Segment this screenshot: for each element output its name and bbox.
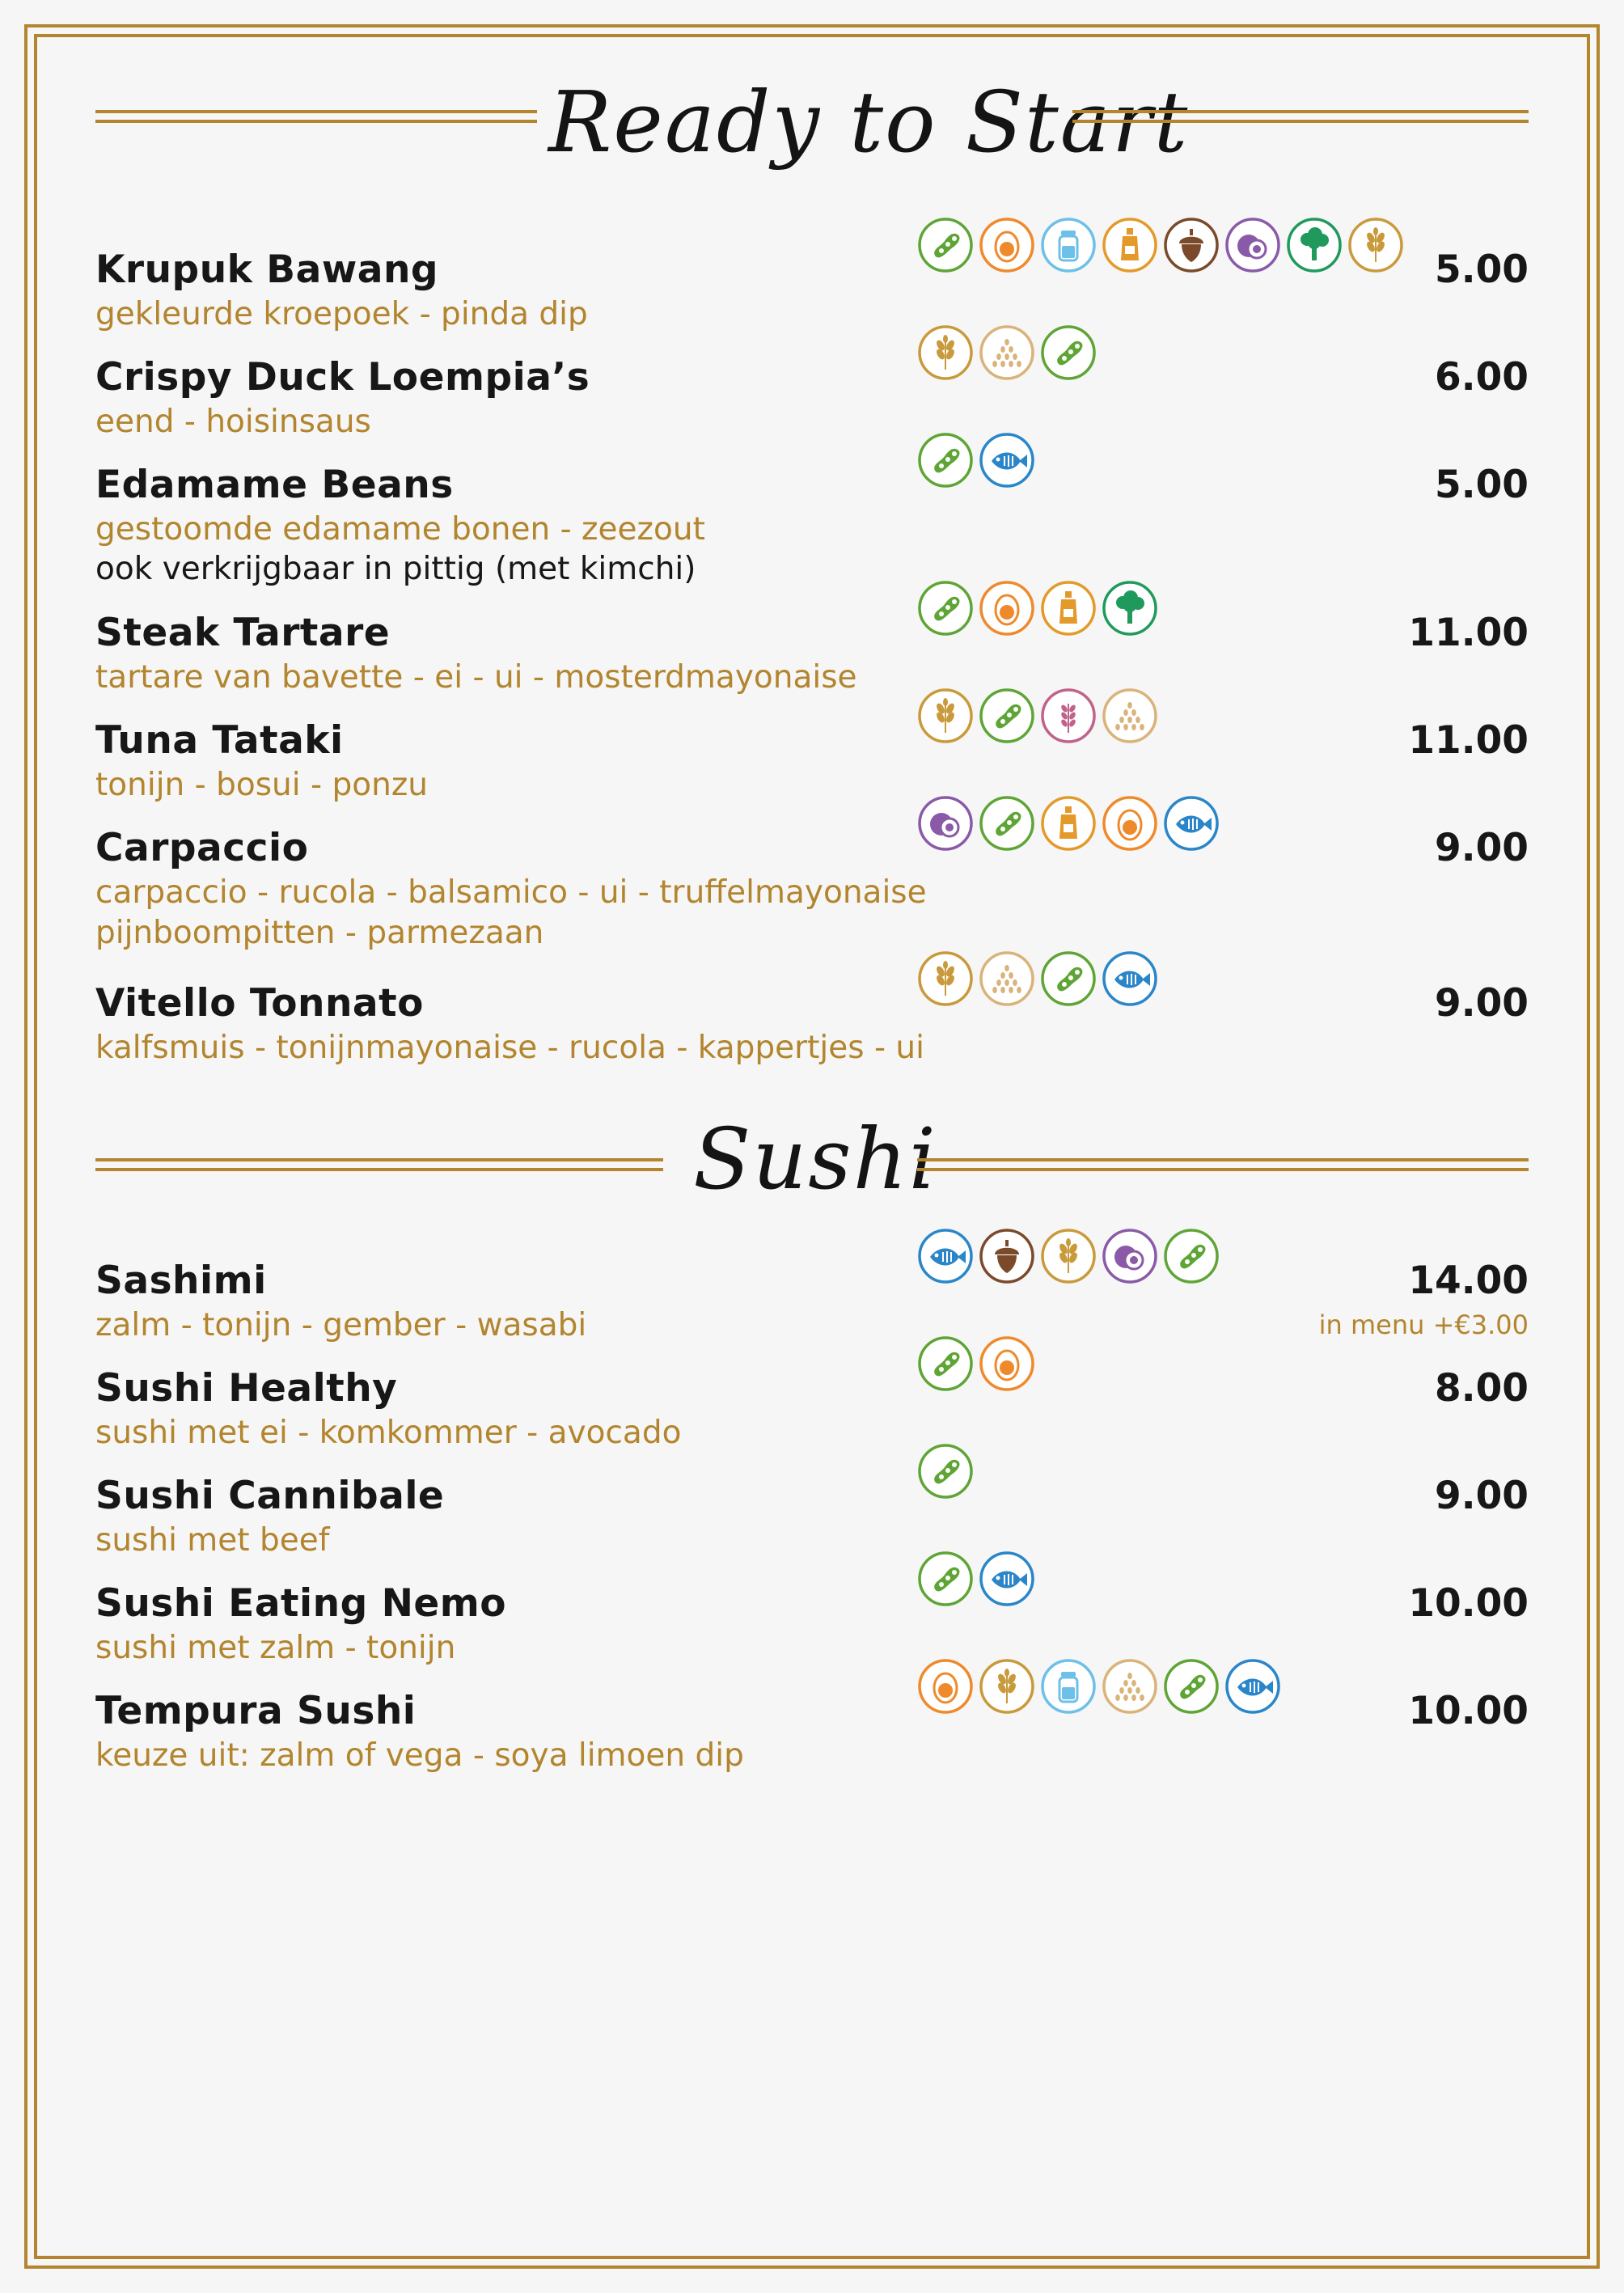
item-price: 10.00: [1408, 1581, 1529, 1626]
fish-icon: [979, 1551, 1035, 1607]
item-description: tonijn - bosui - ponzu: [95, 767, 429, 803]
allergen-icons: [917, 1335, 1035, 1395]
lupin-icon: [1040, 687, 1097, 744]
molluscs-icon: [917, 795, 974, 852]
item-name: Vitello Tonnato: [95, 981, 424, 1026]
wheat-icon: [979, 1658, 1035, 1715]
wheat-icon: [1040, 1228, 1097, 1284]
item-price: 9.00: [1435, 1474, 1529, 1518]
nuts-icon: [1163, 217, 1220, 273]
fish-icon: [917, 1228, 974, 1284]
fish-icon: [1163, 795, 1220, 852]
section-header-sushi: [95, 1110, 1529, 1223]
item-note: ook verkrijgbaar in pittig (met kimchi): [95, 551, 696, 587]
item-name: Sashimi: [95, 1259, 267, 1303]
section-title: Ready to Start: [548, 73, 1190, 171]
peanut-icon: [917, 1551, 974, 1607]
peanut-icon: [1163, 1228, 1220, 1284]
item-description: sushi met ei - komkommer - avocado: [95, 1415, 682, 1451]
allergen-icons: [917, 432, 1035, 492]
item-description: kalfsmuis - tonijnmayonaise - rucola - kappertjes - ui: [95, 1030, 924, 1066]
peanut-icon: [1040, 950, 1097, 1007]
decorative-rule: [1072, 110, 1529, 123]
item-name: Carpaccio: [95, 826, 309, 870]
molluscs-icon: [1102, 1228, 1158, 1284]
item-price: 8.00: [1435, 1366, 1529, 1411]
sesame-icon: [979, 324, 1035, 381]
item-name: Tempura Sushi: [95, 1689, 417, 1733]
item-description: sushi met beef: [95, 1522, 330, 1559]
celery-icon: [1286, 217, 1343, 273]
allergen-icons: [917, 795, 1220, 855]
item-description: sushi met zalm - tonijn: [95, 1630, 456, 1666]
peanut-icon: [917, 217, 974, 273]
item-price: 14.00: [1408, 1259, 1529, 1303]
item-price: 11.00: [1408, 611, 1529, 655]
mustard-icon: [1102, 217, 1158, 273]
item-description: keuze uit: zalm of vega - soya limoen dip: [95, 1737, 744, 1774]
egg-icon: [917, 1658, 974, 1715]
allergen-icons: [917, 1443, 974, 1503]
item-description: carpaccio - rucola - balsamico - ui - truffelmayonaise: [95, 874, 927, 911]
sesame-icon: [1102, 1658, 1158, 1715]
item-name: Krupuk Bawang: [95, 247, 439, 292]
allergen-icons: [917, 324, 1097, 384]
celery-icon: [1102, 580, 1158, 637]
decorative-rule: [95, 110, 537, 123]
peanut-icon: [979, 687, 1035, 744]
allergen-icons: [917, 950, 1158, 1010]
allergen-icons: [917, 1228, 1220, 1288]
nuts-icon: [979, 1228, 1035, 1284]
peanut-icon: [917, 1335, 974, 1392]
molluscs-icon: [1224, 217, 1281, 273]
egg-icon: [979, 1335, 1035, 1392]
item-name: Steak Tartare: [95, 611, 391, 655]
decorative-rule: [917, 1158, 1529, 1171]
section-title: Sushi: [693, 1110, 937, 1208]
item-price: 5.00: [1435, 247, 1529, 292]
fish-icon: [979, 432, 1035, 489]
item-price: 5.00: [1435, 463, 1529, 507]
item-name: Crispy Duck Loempia’s: [95, 355, 590, 400]
egg-icon: [979, 580, 1035, 637]
item-price: 9.00: [1435, 981, 1529, 1026]
item-name: Tuna Tataki: [95, 718, 344, 763]
item-price: 11.00: [1408, 718, 1529, 763]
allergen-icons: [917, 1658, 1281, 1718]
item-description-line-2: pijnboompitten - parmezaan: [95, 915, 544, 951]
sesame-icon: [1102, 687, 1158, 744]
milk-icon: [1040, 1658, 1097, 1715]
sesame-icon: [979, 950, 1035, 1007]
wheat-icon: [917, 687, 974, 744]
item-description: gekleurde kroepoek - pinda dip: [95, 296, 588, 332]
allergen-icons: [917, 1551, 1035, 1610]
wheat-icon: [917, 950, 974, 1007]
item-description: eend - hoisinsaus: [95, 404, 371, 440]
item-description: zalm - tonijn - gember - wasabi: [95, 1307, 587, 1343]
mustard-icon: [1040, 795, 1097, 852]
item-name: Sushi Eating Nemo: [95, 1581, 507, 1626]
peanut-icon: [917, 1443, 974, 1500]
item-price: 6.00: [1435, 355, 1529, 400]
mustard-icon: [1040, 580, 1097, 637]
allergen-icons: [917, 687, 1158, 747]
item-description: tartare van bavette - ei - ui - mosterdmayonaise: [95, 659, 857, 696]
wheat-icon: [1347, 217, 1404, 273]
allergen-icons: [917, 580, 1158, 640]
item-menu-supplement: in menu +€3.00: [1318, 1309, 1529, 1340]
fish-icon: [1224, 1658, 1281, 1715]
item-price: 10.00: [1408, 1689, 1529, 1733]
allergen-icons: [917, 217, 1404, 277]
fish-icon: [1102, 950, 1158, 1007]
peanut-icon: [979, 795, 1035, 852]
item-description: gestoomde edamame bonen - zeezout: [95, 511, 705, 548]
section-header-ready-to-start: [95, 73, 1529, 186]
peanut-icon: [917, 580, 974, 637]
egg-icon: [979, 217, 1035, 273]
item-name: Sushi Healthy: [95, 1366, 398, 1411]
item-name: Edamame Beans: [95, 463, 454, 507]
item-price: 9.00: [1435, 826, 1529, 870]
wheat-icon: [917, 324, 974, 381]
item-name: Sushi Cannibale: [95, 1474, 445, 1518]
peanut-icon: [917, 432, 974, 489]
peanut-icon: [1040, 324, 1097, 381]
egg-icon: [1102, 795, 1158, 852]
decorative-rule: [95, 1158, 663, 1171]
milk-icon: [1040, 217, 1097, 273]
peanut-icon: [1163, 1658, 1220, 1715]
